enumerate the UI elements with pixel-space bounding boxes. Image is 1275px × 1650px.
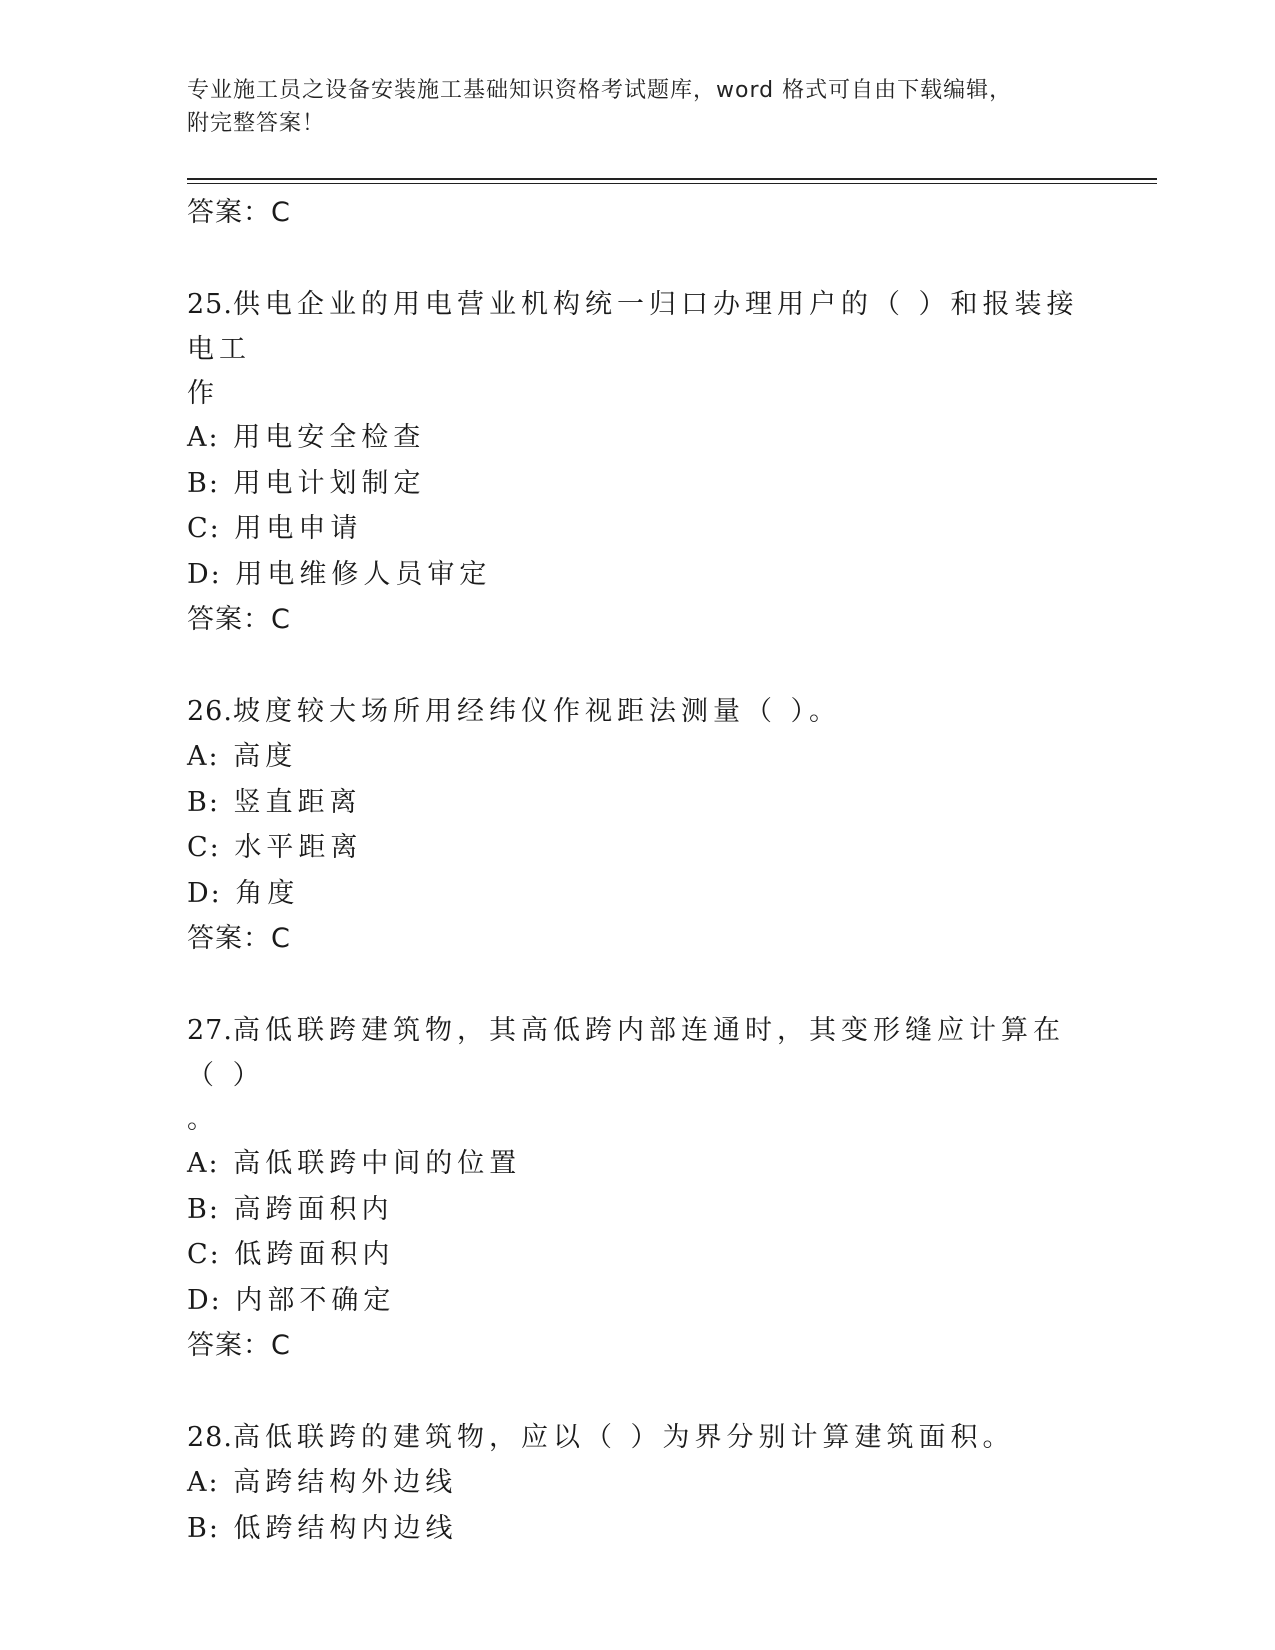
header-line-2: 附完整答案！ xyxy=(187,111,326,136)
option-d xyxy=(187,871,1087,917)
question-number: 27. xyxy=(187,1015,233,1046)
option-key: B: xyxy=(187,1193,220,1225)
option-key: C: xyxy=(187,832,221,863)
option-a xyxy=(187,415,1087,461)
question-text: 高低联跨的建筑物，应以（ ）为界分别计算建筑面积。 xyxy=(232,1422,1015,1453)
option-b xyxy=(187,780,1087,826)
option-key: C: xyxy=(187,513,221,544)
header-divider-thick xyxy=(187,178,1157,180)
option-d xyxy=(187,1278,1087,1324)
question-26 xyxy=(187,688,1087,734)
question-number: 25. xyxy=(187,289,233,320)
question-number: 26. xyxy=(187,696,233,727)
header-divider-thin xyxy=(187,183,1157,184)
question-text-continued: 作 xyxy=(187,378,219,409)
option-text: 用电安全检查 xyxy=(233,422,426,453)
spacer xyxy=(187,236,1087,281)
option-d xyxy=(187,552,1087,598)
option-text: 高跨结构外边线 xyxy=(233,1467,458,1498)
option-b xyxy=(187,461,1087,507)
question-list xyxy=(187,190,1087,1551)
option-a xyxy=(187,1141,1087,1187)
option-text: 低跨结构内边线 xyxy=(233,1512,458,1544)
answer-line: 答案：C xyxy=(187,923,291,954)
question-28 xyxy=(187,1414,1087,1460)
option-key: A: xyxy=(187,1148,220,1179)
option-text: 高度 xyxy=(233,741,298,772)
option-key: D: xyxy=(187,558,222,590)
option-text: 低跨面积内 xyxy=(234,1239,395,1270)
option-key: B: xyxy=(187,1512,220,1544)
option-text: 高低联跨中间的位置 xyxy=(233,1148,522,1179)
option-key: B: xyxy=(187,467,220,499)
question-text: 高低联跨建筑物，其高低跨内部连通时，其变形缝应计算在（ ） xyxy=(187,1015,1065,1091)
option-c xyxy=(187,825,1087,871)
question-27 xyxy=(187,1007,1087,1098)
document-header xyxy=(187,74,1067,140)
option-b xyxy=(187,1506,1087,1552)
header-line-1: 专业施工员之设备安装施工基础知识资格考试题库，word 格式可自由下载编辑， xyxy=(187,78,1013,103)
answer-line: 答案：C xyxy=(187,197,291,228)
spacer xyxy=(187,962,1087,1007)
question-text: 坡度较大场所用经纬仪作视距法测量（ ）。 xyxy=(232,696,842,727)
option-a xyxy=(187,1460,1087,1506)
spacer xyxy=(187,1369,1087,1414)
option-text: 内部不确定 xyxy=(235,1284,396,1316)
answer-line: 答案：C xyxy=(187,604,291,635)
option-text: 高跨面积内 xyxy=(233,1193,394,1225)
question-number: 28. xyxy=(187,1422,233,1453)
question-text-continued: 。 xyxy=(187,1104,219,1135)
option-text: 竖直距离 xyxy=(233,786,362,818)
answer-line: 答案：C xyxy=(187,1330,291,1361)
option-key: A: xyxy=(187,741,220,772)
question-25 xyxy=(187,281,1087,372)
spacer xyxy=(187,643,1087,688)
option-text: 水平距离 xyxy=(234,832,363,863)
option-c xyxy=(187,1232,1087,1278)
question-text: 供电企业的用电营业机构统一归口办理用户的（ ）和报装接电工 xyxy=(187,289,1079,365)
option-key: D: xyxy=(187,877,222,909)
option-text: 用电申请 xyxy=(234,513,363,544)
option-text: 角度 xyxy=(235,877,300,909)
option-text: 用电计划制定 xyxy=(233,467,426,499)
option-c xyxy=(187,506,1087,552)
option-key: A: xyxy=(187,422,220,453)
option-a xyxy=(187,734,1087,780)
option-b xyxy=(187,1187,1087,1233)
option-key: A: xyxy=(187,1467,220,1498)
option-key: B: xyxy=(187,786,220,818)
option-key: D: xyxy=(187,1284,222,1316)
option-text: 用电维修人员审定 xyxy=(235,558,492,590)
option-key: C: xyxy=(187,1239,221,1270)
